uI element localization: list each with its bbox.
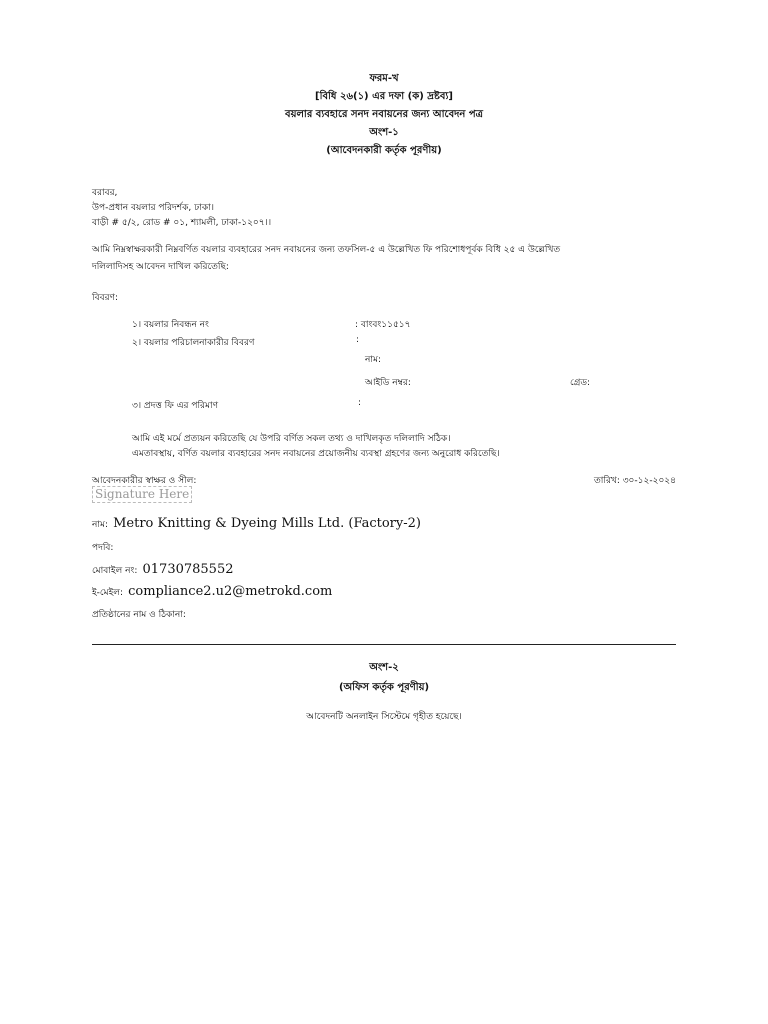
signature-field[interactable]: Signature Here: [92, 486, 192, 503]
mobile-value: 01730785552: [142, 562, 234, 577]
part-one-note: (আবেদনকারী কর্তৃক পূরণীয়): [326, 145, 442, 156]
mobile-row: [92, 560, 233, 579]
part-two-note: (অফিস কর্তৃক পূরণীয়): [338, 682, 430, 693]
section-divider: [92, 644, 676, 645]
form-title: ফরম-খ: [369, 73, 399, 84]
operator-name-label: নাম:: [365, 355, 382, 365]
fee-amount-colon: :: [358, 398, 362, 408]
address-line-2: বাড়ী # ৫/২, রোড # ০১, শ্যামলী, ঢাকা-১২০৭।।: [92, 218, 272, 228]
operator-id-label: আইডি নম্বর:: [365, 378, 411, 388]
email-row: [92, 582, 332, 601]
operator-details-colon: :: [356, 335, 360, 345]
application-text-line-1: আমি নিম্নস্বাক্ষরকারী নিম্নবর্ণিত বয়লার ব্যবহারের সনদ নবায়নের জন্য তফসিল-৫ এ উল্লেখিত ফি পরিশোধপূর্বক বিধি ২৫ এ উল্লেখিত: [92, 245, 561, 255]
declaration-line-1: আমি এই মর্মে প্রত্যয়ন করিতেছি যে উপরি বর্ণিত সকল তথ্য ও দাখিলকৃত দলিলাদি সঠিক।: [132, 434, 451, 444]
applicant-name-label: নাম:: [92, 520, 109, 530]
boiler-registration-label: ১। বয়লার নিবন্ধন নং: [132, 320, 209, 330]
rule-reference: [বিধি ২৬(১) এর দফা (ক) দ্রষ্টব্য]: [315, 91, 453, 102]
applicant-name-row: [92, 514, 421, 533]
operator-grade-label: গ্রেড:: [570, 378, 591, 388]
organization-label: প্রতিষ্ঠানের নাম ও ঠিকানা:: [92, 610, 186, 620]
date-label: তারিখ: ৩০-১২-২০২৪: [594, 476, 676, 486]
designation-label: পদবি:: [92, 543, 114, 553]
part-one-label: অংশ-১: [369, 127, 399, 138]
application-text-line-2: দলিলাদিসহ আবেদন দাখিল করিতেছি:: [92, 262, 229, 272]
mobile-label: মোবাইল নং:: [92, 566, 138, 576]
fee-amount-label: ৩। প্রদত্ত ফি এর পরিমাণ: [132, 401, 219, 411]
operator-details-label: ২। বয়লার পরিচালনাকারীর বিবরণ: [132, 338, 255, 348]
email-label: ই-মেইল:: [92, 588, 123, 598]
details-label: বিবরণ:: [92, 293, 119, 303]
address-to: বরাবর,: [92, 188, 118, 198]
part-two-label: অংশ-২: [369, 662, 399, 673]
submission-status: আবেদনটি অনলাইন সিস্টেমে গৃহীত হয়েছে।: [306, 712, 462, 722]
email-value: compliance2.u2@metrokd.com: [128, 584, 333, 599]
declaration-line-2: এমতাবস্থায়, বর্ণিত বয়লার ব্যবহারের সনদ নবায়নের প্রয়োজনীয় ব্যবস্থা গ্রহণের জন্য অনুরোধ করিতেছি।: [132, 449, 500, 459]
address-line-1: উপ-প্রধান বয়লার পরিদর্শক, ঢাকা।: [92, 203, 214, 213]
boiler-registration-value: : বাংবং১১৫১৭: [355, 320, 411, 330]
form-subject: বয়লার ব্যবহারে সনদ নবায়নের জন্য আবেদন পত্র: [285, 109, 483, 120]
applicant-name-value: Metro Knitting & Dyeing Mills Ltd. (Factory-2): [113, 516, 421, 531]
signature-label: আবেদনকারীর স্বাক্ষর ও সীল:: [92, 476, 197, 486]
